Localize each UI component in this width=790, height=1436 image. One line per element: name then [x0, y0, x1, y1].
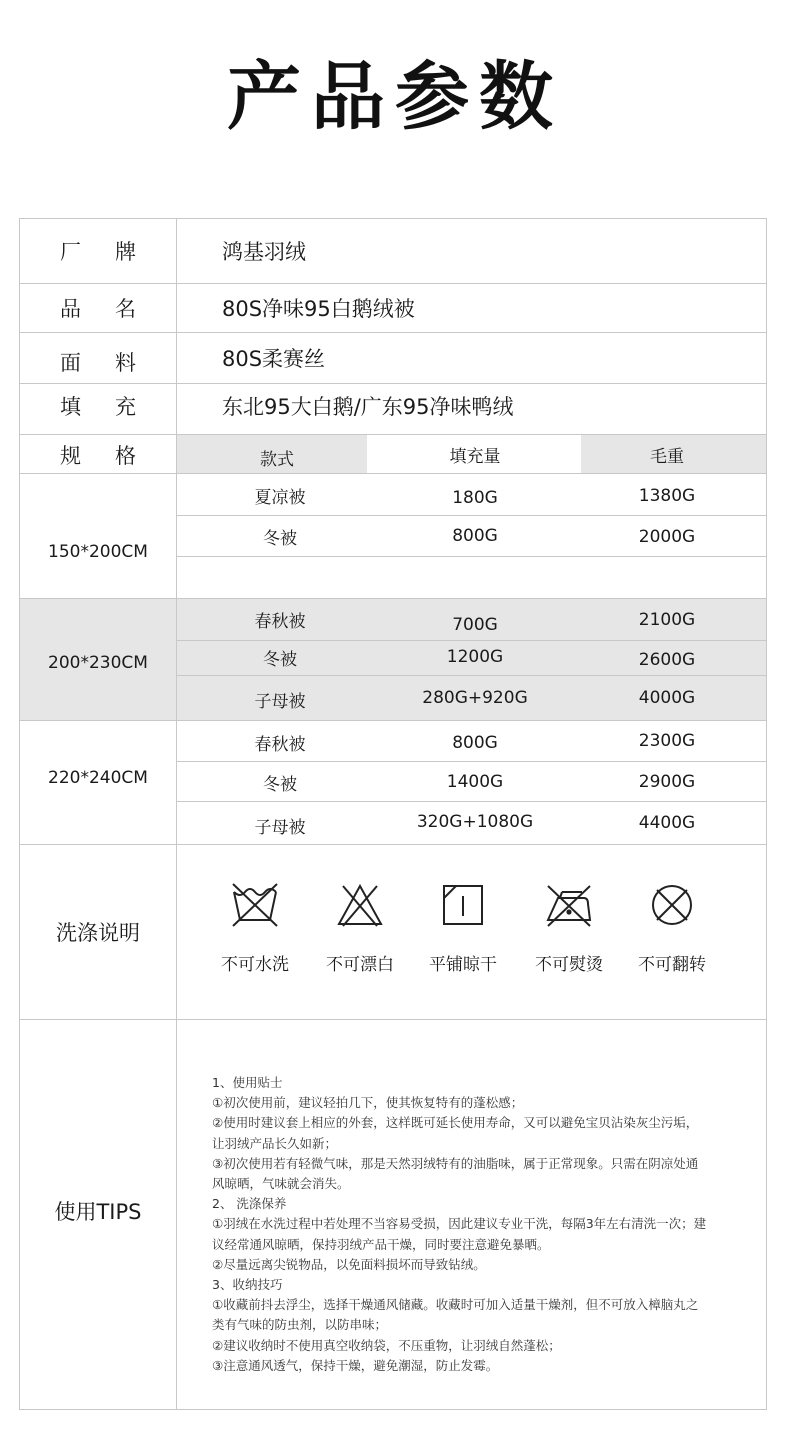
care-caption: 不可翻转	[638, 955, 706, 975]
spec-weight: 1380G	[638, 486, 696, 506]
row-divider	[20, 332, 766, 333]
filling-label: 填 充	[60, 395, 136, 419]
size-label: 220*240CM	[48, 768, 148, 788]
care-item	[413, 880, 513, 975]
name-label: 品 名	[60, 297, 136, 321]
page-title: 产品参数	[227, 54, 563, 140]
spec-fill: 700G	[452, 615, 498, 635]
tips-line: 风晾晒，气味就会消失。	[212, 1176, 350, 1192]
spec-fill: 1400G	[446, 772, 504, 792]
care-caption: 不可水洗	[221, 955, 289, 975]
spec-style: 子母被	[254, 691, 306, 712]
dry-flat-shade-icon	[438, 880, 488, 930]
care-item	[519, 880, 619, 975]
tips-label: 使用TIPS	[54, 1200, 142, 1224]
label-column-divider	[176, 218, 177, 1410]
spec-style: 夏凉被	[254, 487, 306, 508]
tips-line: ①初次使用前，建议轻拍几下，使其恢复特有的蓬松感；	[212, 1095, 524, 1111]
spec-style: 春秋被	[254, 734, 306, 755]
fabric-value: 80S柔赛丝	[222, 347, 326, 371]
size-label: 150*200CM	[48, 542, 148, 562]
spec-style: 冬被	[263, 528, 297, 549]
washing-label: 洗涤说明	[56, 921, 140, 945]
spec-fill: 800G	[452, 733, 498, 753]
brand-value: 鸿基羽绒	[222, 240, 306, 264]
name-value: 80S净味95白鹅绒被	[222, 297, 415, 321]
no-wash-icon	[230, 880, 280, 930]
spec-style: 冬被	[263, 649, 297, 670]
spec-weight: 2300G	[638, 731, 696, 751]
spec-header-fill: 填充量	[449, 446, 501, 467]
spec-fill: 180G	[452, 488, 498, 508]
care-item	[205, 880, 305, 975]
spec-fill: 320G+1080G	[416, 812, 534, 832]
spec-weight: 4400G	[638, 813, 696, 833]
filling-value: 东北95大白鹅/广东95净味鸭绒	[222, 395, 514, 419]
spec-header-style: 款式	[260, 449, 294, 470]
spec-fill: 280G+920G	[422, 688, 528, 708]
spec-style: 子母被	[254, 817, 306, 838]
tips-line: ②使用时建议套上相应的外套，这样既可延长使用寿命，又可以避免宝贝沾染灰尘污垢，	[212, 1115, 699, 1131]
spec-style: 冬被	[263, 774, 297, 795]
tips-line: 让羽绒产品长久如新；	[212, 1135, 338, 1151]
spec-weight: 2100G	[638, 609, 696, 630]
spec-header-weight: 毛重	[650, 446, 684, 467]
tips-line: 3、收纳技巧	[212, 1277, 283, 1293]
spec-weight: 2000G	[638, 527, 696, 547]
tips-line: 议经常通风晾晒，保持羽绒产品干燥，同时要注意避免暴晒。	[212, 1236, 550, 1252]
care-item	[622, 880, 722, 975]
care-caption: 平铺晾干	[429, 955, 497, 975]
fabric-label: 面 料	[60, 351, 136, 375]
spec-label: 规 格	[60, 444, 136, 468]
spec-weight: 2600G	[638, 650, 696, 670]
tips-text	[212, 1073, 752, 1376]
tips-line: 类有气味的防虫剂，以防串味；	[212, 1317, 388, 1333]
care-caption: 不可熨烫	[535, 955, 603, 975]
tips-line: ③注意通风透气，保持干燥，避免潮湿，防止发霉。	[212, 1357, 499, 1373]
tips-line: ②尽量远离尖锐物品，以免面料损坏而导致钻绒。	[212, 1256, 486, 1272]
tips-line: ①羽绒在水洗过程中若处理不当容易受损，因此建议专业干洗，每隔3年左右清洗一次；建	[212, 1216, 707, 1232]
tips-line: ③初次使用若有轻微气味，那是天然羽绒特有的油脂味，属于正常现象。只需在阴凉处通	[212, 1155, 699, 1171]
spec-style: 春秋被	[254, 612, 306, 632]
spec-fill: 800G	[452, 526, 498, 546]
size-label: 200*230CM	[48, 653, 148, 673]
no-tumble-dry-icon	[647, 880, 697, 930]
spec-weight: 2900G	[638, 772, 696, 792]
no-iron-icon	[544, 880, 594, 930]
spec-fill: 1200G	[446, 647, 504, 667]
brand-label: 厂 牌	[60, 240, 136, 264]
tips-line: 1、使用贴士	[212, 1075, 283, 1090]
tips-line: ①收藏前抖去浮尘，选择干燥通风储藏。收藏时可加入适量干燥剂，但不可放入樟脑丸之	[212, 1297, 699, 1313]
care-item	[310, 880, 410, 975]
tips-line: 2、 洗涤保养	[212, 1196, 287, 1212]
tips-line: ②建议收纳时不使用真空收纳袋，不压重物，让羽绒自然蓬松；	[212, 1337, 561, 1353]
no-bleach-icon	[335, 880, 385, 930]
care-caption: 不可漂白	[326, 955, 394, 975]
spec-weight: 4000G	[638, 688, 696, 708]
